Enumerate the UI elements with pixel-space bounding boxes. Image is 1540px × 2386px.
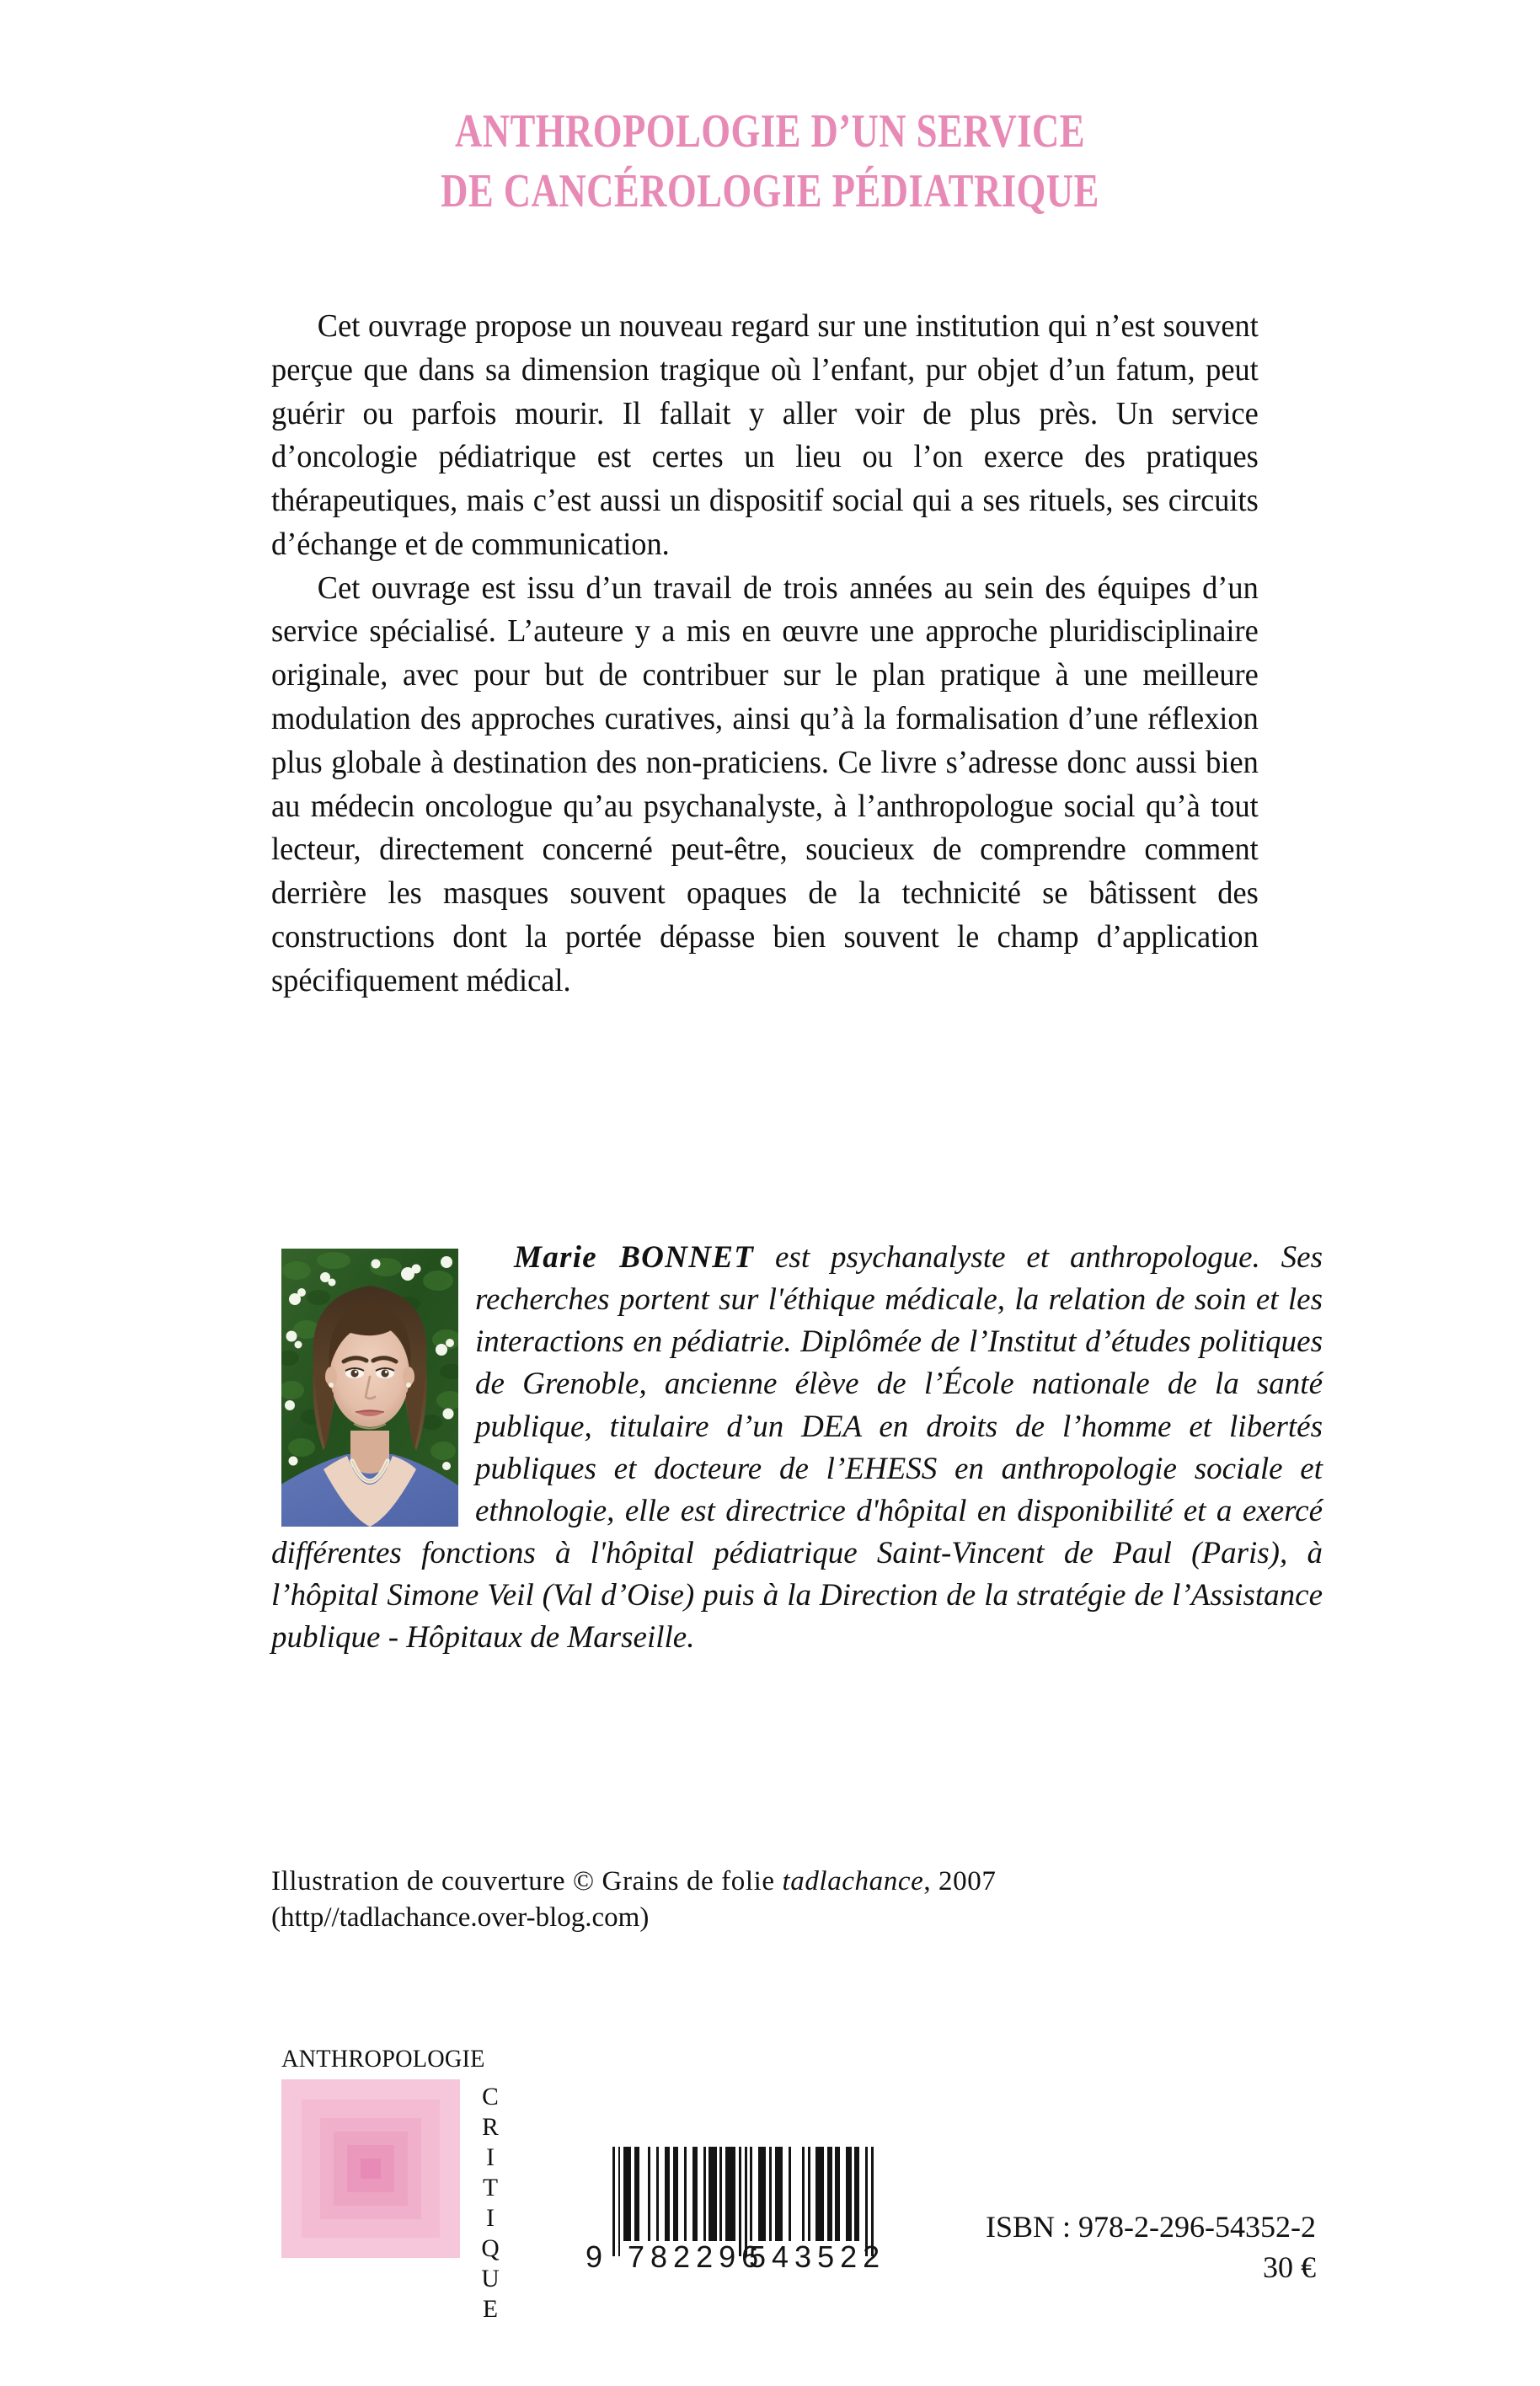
barcode-bar (750, 2147, 752, 2241)
author-bio-body: est psychanalyste et anthropologue. Ses recherches portent sur l'éthique médicale, la relation de soin et les interactions en pédiatrie. Diplômée de l’Institut d’études politiques de Grenoble, ancienne élève de l’École nationale de la santé publique, titulaire d’un DEA en droits de l’homme et libertés publiques et docteure de l’EHESS en anthropologie sociale et ethnologie, elle est directrice d'hôpital en disponibilité et a exercé différentes fonctions à l'hôpital pédiatrique Saint-Vincent de Paul (Paris), à l’hôpital Simone Veil (Val d’Oise) puis à la Direction de la stratégie de l’Assistance publique - Hôpitaux de Marseille. (271, 1240, 1323, 1656)
barcode-bar (719, 2147, 722, 2241)
credit-text-part2: , 2007 (923, 1866, 997, 1896)
title-line-1: ANTHROPOLOGIE D’UN SERVICE (454, 105, 1086, 158)
barcode-left-group: 782296 (628, 2239, 765, 2274)
collection-logo-letter-3: T (482, 2174, 499, 2201)
collection-logo-letter-6: U (481, 2265, 500, 2292)
barcode-bar (634, 2147, 639, 2241)
barcode-bar (725, 2147, 736, 2241)
author-bio-block (271, 1237, 1323, 1659)
credit-line-2: (http//tadlachance.over-blog.com) (271, 1902, 650, 1933)
collection-logo-letter-5: Q (481, 2234, 500, 2262)
collection-logo-letter-0: C (482, 2084, 499, 2110)
collection-logo-letter-7: E (482, 2295, 499, 2323)
barcode-bar (827, 2147, 832, 2241)
barcode-bar (656, 2147, 659, 2241)
collection-logo-letter-1: R (482, 2113, 499, 2141)
barcode-bar (815, 2147, 823, 2241)
barcode-bar (802, 2147, 805, 2241)
blurb-paragraph-2: Cet ouvrage est issu d’un travail de trois années au sein des équipes d’un service spécialisé. L’auteure y a mis en œuvre une approche pluridisciplinaire originale, avec pour but de contribuer sur le plan pratique à une meilleure modulation des approches curatives, ainsi qu’à la formalisation d’une réflexion plus globale à destination des non-praticiens. Ce livre s’adresse donc aussi bien au médecin oncologue qu’au psychanalyste, à l’anthropologue social qu’à tout lecteur, directement concerné peut-être, soucieux de comprendre comment derrière les masques souvent opaques de la technicité se bâtissent des constructions dont la portée dépasse bien souvent le champ d’application spécifiquement médical. (271, 570, 1259, 998)
barcode-bar (835, 2147, 840, 2241)
blurb-paragraph-1: Cet ouvrage propose un nouveau regard sur une institution qui n’est souvent perçue que dans sa dimension tragique où l’enfant, pur objet d’un fatum, peut guérir ou parfois mourir. Il fallait y aller voir de plus près. Un service d’oncologie pédiatrique est certes un lieu ou l’on exerce des pratiques thérapeutiques, mais c’est aussi un dispositif social qui a ses rituels, ses circuits d’échange et de communication. (271, 308, 1259, 562)
title-line-2: DE CANCÉROLOGIE PÉDIATRIQUE (441, 165, 1099, 218)
collection-logo (278, 2046, 522, 2323)
barcode-lead-digit: 9 (586, 2239, 603, 2274)
isbn-price-block (842, 2207, 1316, 2287)
credit-text-part1: Illustration de couverture © Grains de folie (271, 1866, 783, 1896)
portrait-illustration (281, 1249, 458, 1527)
author-portrait-photo (281, 1249, 458, 1527)
price-label: 30 € (1263, 2250, 1316, 2284)
author-name: Marie BONNET (514, 1240, 755, 1275)
barcode-bar (665, 2147, 670, 2241)
credit-line-1 (271, 1864, 1316, 1900)
barcode-bar (684, 2147, 687, 2241)
barcode-bar (673, 2147, 678, 2241)
back-cover-blurb (271, 305, 1259, 1003)
collection-logo-title: ANTHROPOLOGIE (281, 2046, 485, 2073)
barcode-bar (623, 2147, 631, 2241)
book-title (0, 105, 1540, 218)
cover-illustration-credit (271, 1864, 1316, 1936)
credit-illustrator: tadlachance (782, 1866, 924, 1896)
barcode-bar (775, 2147, 783, 2241)
barcode-bar (648, 2147, 650, 2241)
barcode-bar (692, 2147, 698, 2241)
isbn-label: ISBN : 978-2-296-54352-2 (986, 2210, 1316, 2244)
collection-logo-nested-squares-icon (281, 2079, 460, 2258)
collection-logo-letter-4: I (486, 2204, 495, 2232)
collection-logo-letter-2: I (486, 2143, 495, 2171)
barcode-bar (808, 2147, 810, 2241)
barcode-bar (758, 2147, 766, 2241)
barcode-bars (612, 2147, 874, 2241)
barcode-bar (769, 2147, 772, 2241)
collection-logo-subtitle (473, 2083, 507, 2325)
barcode-bar (709, 2147, 716, 2241)
barcode-digits (584, 2239, 887, 2275)
ean13-barcode (584, 2147, 887, 2282)
barcode-right-group: 543522 (749, 2239, 886, 2274)
barcode-bar (703, 2147, 706, 2241)
barcode-bar (789, 2147, 791, 2241)
